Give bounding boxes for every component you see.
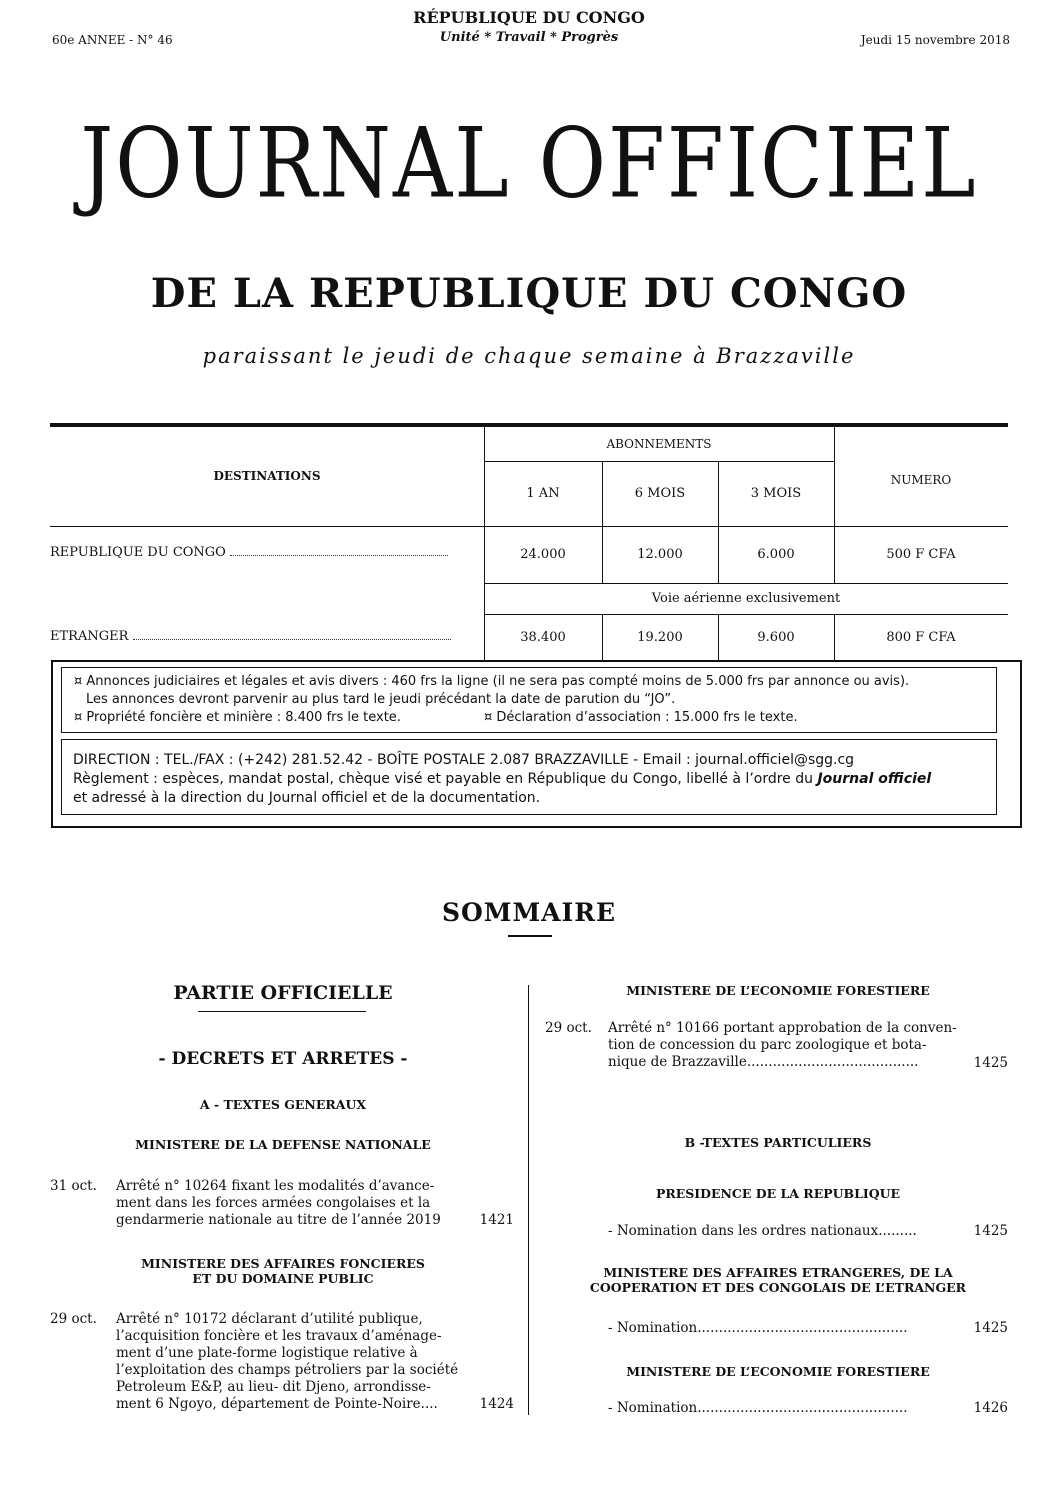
ministry-foncieres-heading: [50, 1256, 516, 1286]
period-3-months: 3 MOIS: [750, 486, 802, 501]
entry-line: ment 6 Ngoyo, département de Pointe-Noire....: [116, 1396, 438, 1412]
congo-numero: 500 F CFA: [886, 547, 956, 562]
issue-date: Jeudi 15 novembre 2018: [860, 33, 1010, 47]
entry-line: l’exploitation des champs pétroliers par la société: [116, 1362, 459, 1378]
entry-page: 1424: [479, 1396, 514, 1412]
abonnements-header: ABONNEMENTS: [606, 437, 712, 451]
journal-title: JOURNAL OFFICIEL: [80, 108, 978, 221]
entry-line: Petroleum E&P, au lieu- dit Djeno, arrondisse-: [116, 1379, 431, 1395]
congo-label-text: REPUBLIQUE DU CONGO: [50, 545, 226, 560]
etranger-label-text: ETRANGER: [50, 629, 129, 644]
association-rate: ¤ Déclaration d’association : 15.000 frs le texte.: [484, 710, 798, 725]
ministry-forestiere-heading-2: MINISTERE DE L’ECONOMIE FORESTIERE: [626, 1364, 930, 1379]
dot-leader: [230, 545, 448, 556]
entry-text: [116, 1311, 476, 1413]
entry-line: nique de Brazzaville........................................: [608, 1054, 919, 1070]
dot-leader: [133, 629, 451, 640]
journal-tagline: paraissant le jeudi de chaque semaine à Brazzaville: [202, 344, 856, 368]
contact-text: [73, 751, 993, 808]
entry-line: ment d’une plate-forme logistique relative à: [116, 1345, 418, 1361]
partie-underline: [198, 1011, 366, 1012]
ministry-presidence-heading: PRESIDENCE DE LA REPUBLIQUE: [655, 1186, 901, 1201]
announcements-text: [74, 673, 992, 727]
entry-line: tion de concession du parc zoologique et bota-: [608, 1037, 927, 1053]
entry-date: 31 oct.: [50, 1178, 97, 1194]
entry-line: Arrêté n° 10264 fixant les modalités d’avance-: [116, 1178, 435, 1194]
contact-address: et adressé à la direction du Journal officiel et de la documentation.: [73, 790, 541, 806]
table-top-rule: [50, 423, 1008, 427]
table-rule: [484, 461, 834, 462]
entry-page: 1425: [973, 1223, 1008, 1239]
etranger-6-months: 19.200: [637, 630, 683, 645]
decrets-heading: - DECRETS ET ARRETES -: [158, 1049, 408, 1069]
entry-page: 1421: [479, 1212, 514, 1228]
entry-page: 1425: [973, 1320, 1008, 1336]
entry-text: - Nomination dans les ordres nationaux.........: [608, 1223, 917, 1239]
table-rule: [602, 461, 603, 583]
entry-text: - Nomination.................................................: [608, 1320, 908, 1336]
etranger-numero: 800 F CFA: [886, 630, 956, 645]
textes-particuliers-heading: B -TEXTES PARTICULIERS: [684, 1135, 872, 1150]
masthead-country: RÉPUBLIQUE DU CONGO: [413, 8, 645, 27]
etranger-3-months: 9.600: [757, 630, 795, 645]
air-note: Voie aérienne exclusivement: [651, 591, 841, 606]
ministry-defense-heading: MINISTERE DE LA DEFENSE NATIONALE: [135, 1137, 431, 1152]
table-rule: [484, 583, 1008, 584]
textes-generaux-heading: A - TEXTES GENERAUX: [199, 1097, 367, 1112]
table-rule: [718, 461, 719, 583]
entry-page: 1426: [973, 1400, 1008, 1416]
entry-date: 29 oct.: [545, 1020, 592, 1036]
congo-6-months: 12.000: [637, 547, 683, 562]
ministry-line: MINISTERE DES AFFAIRES FONCIERES: [141, 1256, 425, 1271]
entry-line: ment dans les forces armées congolaises et la: [116, 1195, 431, 1211]
announcement-rate: ¤ Annonces judiciaires et légales et avis divers : 460 frs la ligne (il ne sera pas compté moins de 5.000 frs par annonce ou avis).: [74, 674, 910, 689]
table-rule: [50, 526, 1008, 527]
table-rule: [484, 614, 1008, 615]
entry-page: 1425: [973, 1055, 1008, 1071]
journal-subtitle: DE LA REPUBLIQUE DU CONGO: [150, 270, 908, 317]
congo-1-year: 24.000: [520, 547, 566, 562]
ministry-line: MINISTERE DES AFFAIRES ETRANGERES, DE LA: [603, 1265, 953, 1280]
ministry-forestiere-heading: MINISTERE DE L’ECONOMIE FORESTIERE: [626, 983, 930, 998]
entry-text: [608, 1020, 963, 1071]
entry-line: Arrêté n° 10172 déclarant d’utilité publique,: [116, 1311, 423, 1327]
masthead-motto: Unité * Travail * Progrès: [439, 30, 619, 45]
congo-label: [50, 545, 448, 560]
ministry-line: ET DU DOMAINE PUBLIC: [192, 1271, 374, 1286]
announcement-deadline: Les annonces devront parvenir au plus tard le jeudi précédant la date de parution du “JO”.: [86, 692, 676, 707]
period-6-months: 6 MOIS: [634, 486, 686, 501]
sommaire-title: SOMMAIRE: [441, 898, 617, 927]
numero-header: NUMERO: [890, 473, 952, 487]
entry-text: - Nomination.................................................: [608, 1400, 908, 1416]
congo-3-months: 6.000: [757, 547, 795, 562]
etranger-1-year: 38.400: [520, 630, 566, 645]
contact-journal-emphasis: Journal officiel: [817, 771, 932, 787]
sommaire-underline: [508, 935, 552, 937]
ministry-affaires-etrangeres-heading: [545, 1265, 1011, 1295]
entry-line: l’acquisition foncière et les travaux d’aménage-: [116, 1328, 442, 1344]
column-divider: [528, 985, 529, 1415]
period-1-year: 1 AN: [526, 486, 560, 501]
entry-text: [116, 1178, 476, 1229]
etranger-label: [50, 629, 451, 644]
entry-date: 29 oct.: [50, 1311, 97, 1327]
property-rate: ¤ Propriété foncière et minière : 8.400 frs le texte.: [74, 710, 401, 725]
table-rule: [484, 427, 485, 660]
partie-officielle-heading: PARTIE OFFICIELLE: [173, 982, 393, 1004]
entry-line: gendarmerie nationale au titre de l’année 2019: [116, 1212, 441, 1228]
contact-reglement: Règlement : espèces, mandat postal, chèque visé et payable en République du Congo, libellé à l’ordre du: [73, 771, 814, 787]
ministry-line: COOPERATION ET DES CONGOLAIS DE L’ETRANGER: [589, 1280, 967, 1295]
destinations-header: DESTINATIONS: [213, 469, 321, 483]
contact-direction: DIRECTION : TEL./FAX : (+242) 281.52.42 - BOÎTE POSTALE 2.087 BRAZZAVILLE - Email : journal.officiel@sgg.cg: [73, 752, 855, 768]
issue-number: 60e ANNEE - N° 46: [52, 33, 173, 47]
entry-line: Arrêté n° 10166 portant approbation de la conven-: [608, 1020, 957, 1036]
